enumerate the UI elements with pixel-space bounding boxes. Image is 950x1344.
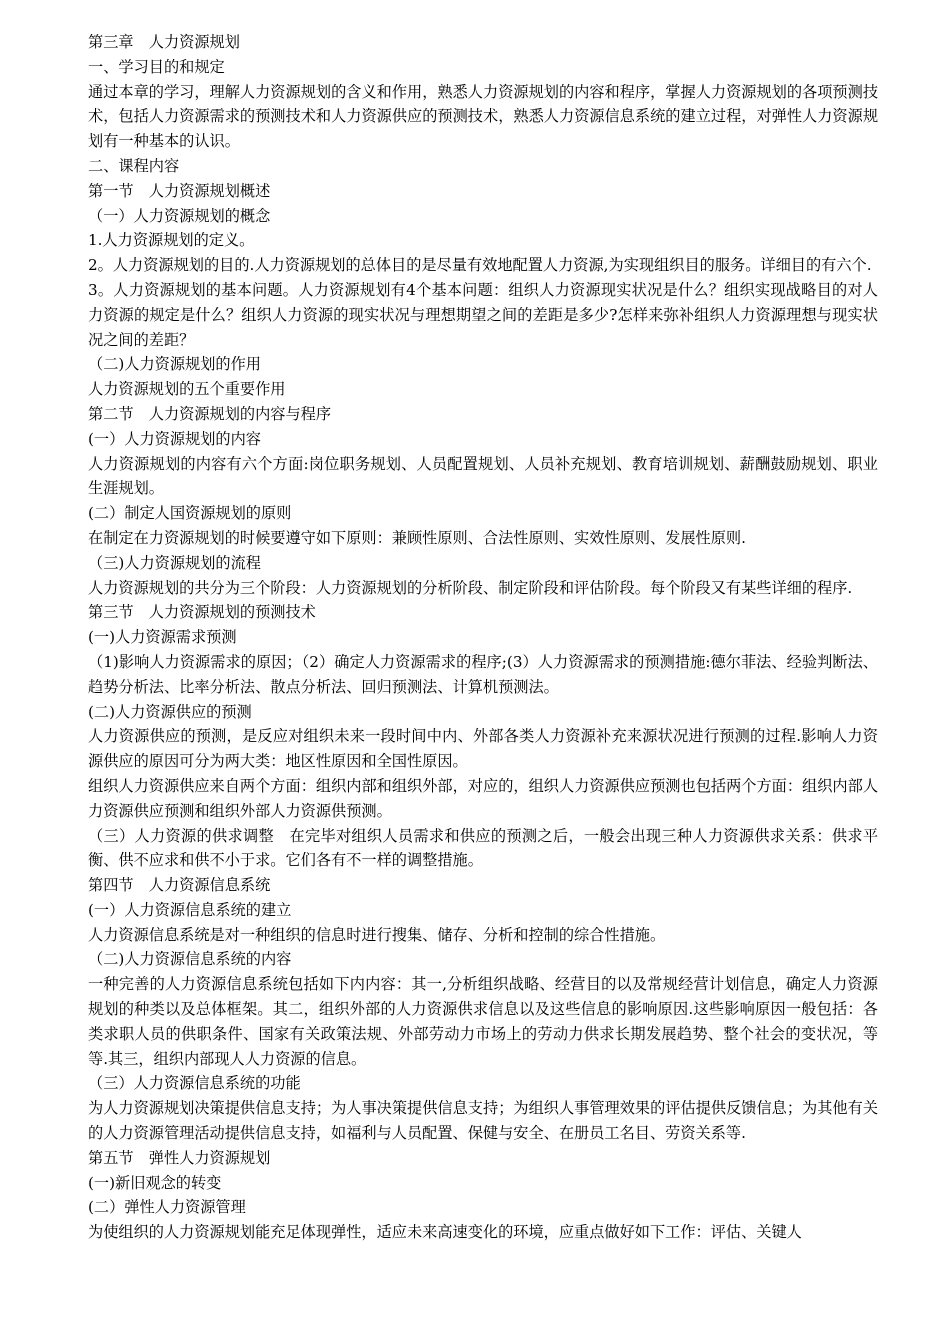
item-heading: （一）人力资源规划的概念: [88, 206, 271, 225]
item-heading: (一）人力资源规划的内容: [88, 429, 261, 448]
paragraph: 人力资源供应的预测，是反应对组织未来一段时间中内、外部各类人力资源补充来源状况进行预测的过程.影响人力资源供应的原因可分为两大类：地区性原因和全国性原因。: [88, 727, 878, 771]
item-heading: （三）人力资源信息系统的功能: [88, 1074, 301, 1093]
item-heading: （二)人力资源信息系统的内容: [88, 950, 292, 969]
paragraph: 通过本章的学习，理解人力资源规划的含义和作用，熟悉人力资源规划的内容和程序，掌握人力资源规划的各项预测技术，包括人力资源需求的预测技术和人力资源供应的预测技术，熟悉人力资源信息系统的建立过程，对弹性人力资源规划有一种基本的认识。: [88, 82, 878, 151]
item-heading: (一)人力资源需求预测: [88, 628, 237, 647]
paragraph: 为人力资源规划决策提供信息支持；为人事决策提供信息支持；为组织人事管理效果的评估提供反馈信息；为其他有关的人力资源管理活动提供信息支持，如福利与人员配置、保健与安全、在册员工名目、劳资关系等.: [88, 1099, 878, 1143]
item-heading: (二）弹性人力资源管理: [88, 1198, 246, 1217]
item-heading: (二)人力资源供应的预测: [88, 702, 252, 721]
item-heading: (一)新旧观念的转变: [88, 1173, 222, 1192]
paragraph: 人力资源规划的内容有六个方面:岗位职务规划、人员配置规划、人员补充规划、教育培训规划、薪酬鼓励规划、职业生涯规划。: [88, 454, 878, 498]
paragraph: 为使组织的人力资源规划能充足体现弹性，适应未来高速变化的环境，应重点做好如下工作：评估、关键人: [88, 1223, 802, 1242]
paragraph: 组织人力资源供应来自两个方面：组织内部和组织外部，对应的，组织人力资源供应预测也包括两个方面：组织内部人力资源供应预测和组织外部人力资源供预测。: [88, 776, 878, 820]
item-heading: (一）人力资源信息系统的建立: [88, 900, 292, 919]
paragraph: 一种完善的人力资源信息系统包括如下内内容：其一,分析组织战略、经营目的以及常规经营计划信息，确定人力资源规划的种类以及总体框架。其二，组织外部的人力资源供求信息以及这些信息的影响原因.这些影响原因一般包括：各类求职人员的供职条件、国家有关政策法规、外部劳动力市场上的劳动力供求长期发展趋势、整个社会的变状况，等等.其三，组织内部现人人力资源的信息。: [88, 975, 878, 1068]
paragraph: （三）人力资源的供求调整 在完毕对组织人员需求和供应的预测之后，一般会出现三种人力资源供求关系：供求平衡、供不应求和供不小于求。它们各有不一样的调整措施。: [88, 826, 878, 870]
paragraph: 3。人力资源规划的基本问题。人力资源规划有4个基本问题：组织人力资源现实状况是什么？组织实现战略目的对人力资源的规定是什么？组织人力资源的现实状况与理想期望之间的差距是多少?怎样来弥补组织人力资源理想与现实状况之间的差距？: [88, 280, 878, 349]
paragraph: 人力资源信息系统是对一种组织的信息时进行搜集、储存、分析和控制的综合性措施。: [88, 925, 666, 944]
subsection-title: 第三节 人力资源规划的预测技术: [88, 603, 316, 622]
paragraph: 人力资源规划的共分为三个阶段：人力资源规划的分析阶段、制定阶段和评估阶段。每个阶段又有某些详细的程序.: [88, 578, 853, 597]
document-page: [88, 30, 878, 1245]
paragraph: 2。人力资源规划的目的.人力资源规划的总体目的是尽量有效地配置人力资源,为实现组织目的服务。详细目的有六个.: [88, 256, 872, 275]
subsection-title: 第二节 人力资源规划的内容与程序: [88, 404, 331, 423]
subsection-title: 第一节 人力资源规划概述: [88, 181, 271, 200]
paragraph: 1.人力资源规划的定义。: [88, 231, 255, 250]
paragraph: （1)影响人力资源需求的原因；（2）确定人力资源需求的程序;(3）人力资源需求的预测措施:德尔菲法、经验判断法、趋势分析法、比率分析法、散点分析法、回归预测法、计算机预测法。: [88, 652, 878, 696]
section-heading: 一、学习目的和规定: [88, 57, 225, 76]
subsection-title: 第五节 弹性人力资源规划: [88, 1148, 271, 1167]
item-heading: （三)人力资源规划的流程: [88, 553, 261, 572]
subsection-title: 第四节 人力资源信息系统: [88, 876, 271, 895]
chapter-title: 第三章 人力资源规划: [88, 33, 240, 51]
item-heading: (二）制定人国资源规划的原则: [88, 504, 292, 523]
paragraph: 人力资源规划的五个重要作用: [88, 380, 286, 399]
item-heading: （二)人力资源规划的作用: [88, 355, 261, 374]
paragraph: 在制定在力资源规划的时候要遵守如下原则：兼顾性原则、合法性原则、实效性原则、发展性原则.: [88, 528, 746, 547]
section-heading: 二、课程内容: [88, 156, 180, 175]
